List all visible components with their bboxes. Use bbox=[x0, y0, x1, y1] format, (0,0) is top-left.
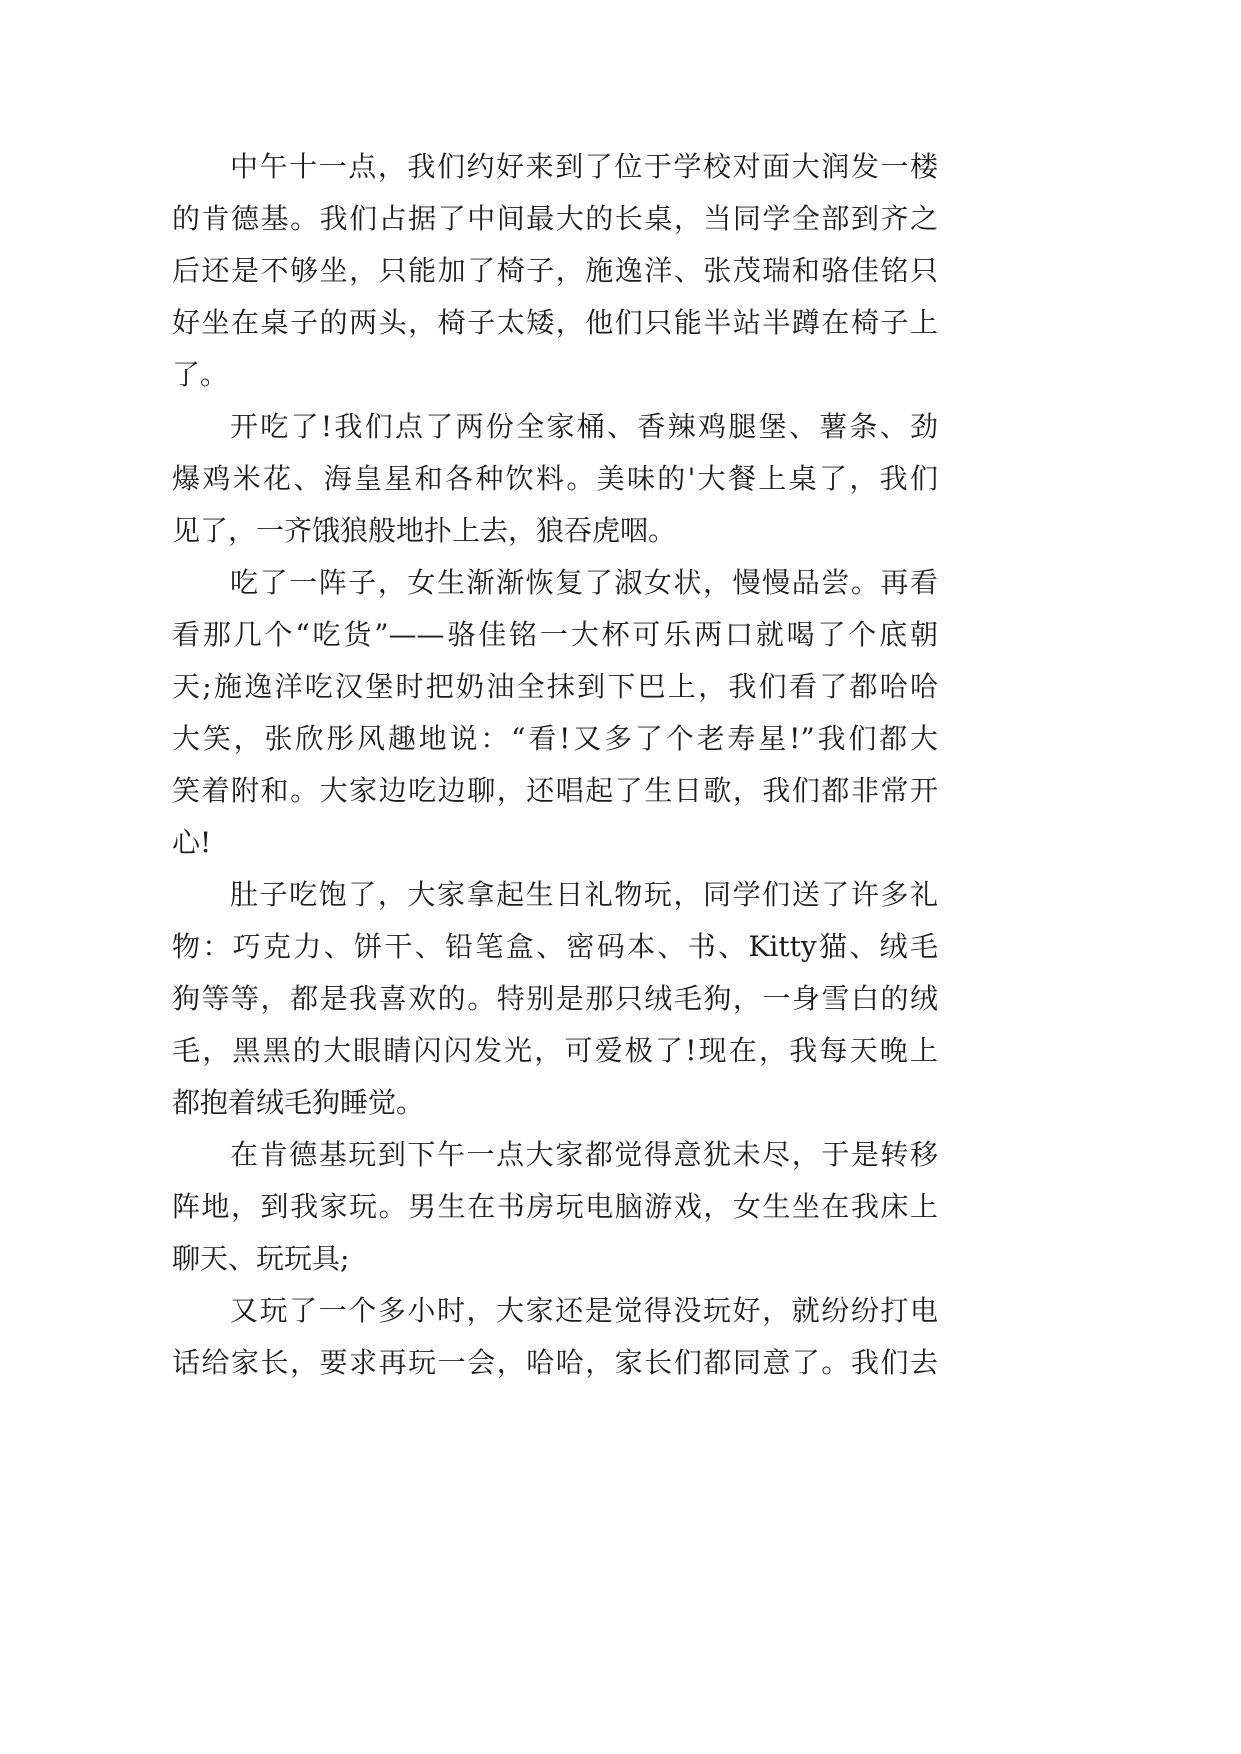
text-line: 看那几个“吃货”——骆佳铭一大杯可乐两口就喝了个底朝 bbox=[172, 618, 938, 651]
text-line: 了。 bbox=[172, 358, 229, 391]
text-line: 话给家长，要求再玩一会，哈哈，家长们都同意了。我们去 bbox=[172, 1346, 938, 1379]
text-line: 开吃了!我们点了两份全家桶、香辣鸡腿堡、薯条、劲 bbox=[230, 410, 938, 443]
text-line: 大笑，张欣彤风趣地说：“看!又多了个老寿星!”我们都大 bbox=[172, 722, 938, 755]
paragraph-moving-home bbox=[172, 1129, 938, 1285]
text-line: 吃了一阵子，女生渐渐恢复了淑女状，慢慢品尝。再看 bbox=[230, 566, 938, 599]
paragraph-calling-parents bbox=[172, 1285, 938, 1389]
text-line: 爆鸡米花、海皇星和各种饮料。美味的'大餐上桌了，我们 bbox=[172, 462, 938, 495]
text-line: 又玩了一个多小时，大家还是觉得没玩好，就纷纷打电 bbox=[230, 1294, 938, 1327]
text-line: 心! bbox=[172, 826, 212, 859]
text-line: 肚子吃饱了，大家拿起生日礼物玩，同学们送了许多礼 bbox=[230, 878, 938, 911]
text-line: 天;施逸洋吃汉堡时把奶油全抹到下巴上，我们看了都哈哈 bbox=[172, 670, 938, 703]
text-line: 狗等等，都是我喜欢的。特别是那只绒毛狗，一身雪白的绒 bbox=[172, 982, 938, 1015]
text-line: 都抱着绒毛狗睡觉。 bbox=[172, 1086, 425, 1119]
text-line: 笑着附和。大家边吃边聊，还唱起了生日歌，我们都非常开 bbox=[172, 774, 938, 807]
text-line: 聊天、玩玩具; bbox=[172, 1242, 350, 1275]
text-line: 的肯德基。我们占据了中间最大的长桌，当同学全部到齐之 bbox=[172, 202, 938, 235]
document-body bbox=[172, 141, 938, 1389]
text-line: 阵地，到我家玩。男生在书房玩电脑游戏，女生坐在我床上 bbox=[172, 1190, 938, 1223]
paragraph-lunch-arrival bbox=[172, 141, 938, 401]
text-line: 物：巧克力、饼干、铅笔盒、密码本、书、Kitty猫、绒毛 bbox=[172, 930, 938, 963]
paragraph-ordering-food bbox=[172, 401, 938, 557]
text-line: 好坐在桌子的两头，椅子太矮，他们只能半站半蹲在椅子上 bbox=[172, 306, 938, 339]
paragraph-eating bbox=[172, 557, 938, 869]
text-line: 后还是不够坐，只能加了椅子，施逸洋、张茂瑞和骆佳铭只 bbox=[172, 254, 938, 287]
paragraph-gifts bbox=[172, 869, 938, 1129]
text-line: 毛，黑黑的大眼睛闪闪发光，可爱极了!现在，我每天晚上 bbox=[172, 1034, 938, 1067]
text-line: 中午十一点，我们约好来到了位于学校对面大润发一楼 bbox=[230, 150, 938, 183]
text-line: 见了，一齐饿狼般地扑上去，狼吞虎咽。 bbox=[172, 514, 677, 547]
text-line: 在肯德基玩到下午一点大家都觉得意犹未尽，于是转移 bbox=[230, 1138, 938, 1171]
